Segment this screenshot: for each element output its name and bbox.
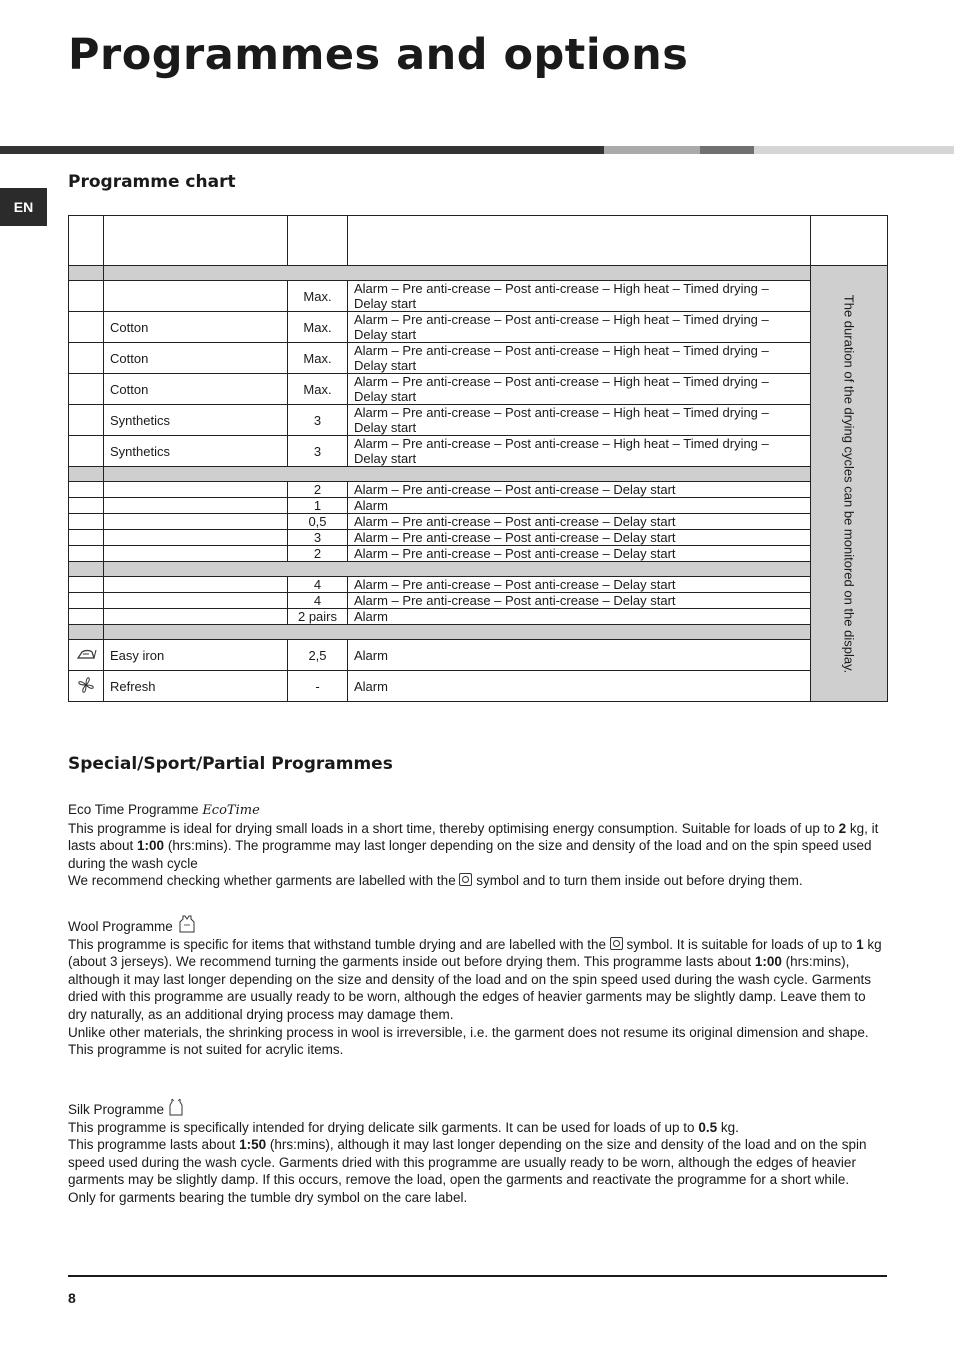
- header-bar-mid: [604, 146, 700, 154]
- refresh-fan-icon: [69, 671, 104, 702]
- silk-text: kg.: [717, 1119, 739, 1135]
- wool-title: [68, 914, 888, 936]
- chart-row: [69, 609, 888, 625]
- chart-row: [69, 405, 888, 436]
- row-icon-cell: [69, 436, 104, 467]
- special-programmes-heading: Special/Sport/Partial Programmes: [68, 754, 393, 774]
- max-load: Max.: [288, 312, 348, 343]
- chart-row: [69, 593, 888, 609]
- chart-row: [69, 671, 888, 702]
- section-cell-icon: [69, 625, 104, 640]
- silk-load: 0.5: [698, 1119, 718, 1135]
- eco-time-section: [68, 801, 888, 890]
- eco-time-paragraph-1: [68, 820, 888, 873]
- header-bar-light: [754, 146, 954, 154]
- wool-duration: 1:00: [754, 954, 782, 970]
- iron-icon: [69, 640, 104, 671]
- programme-name: [104, 546, 288, 562]
- duration-side-note: [811, 266, 888, 702]
- chart-row: [69, 482, 888, 498]
- row-icon-cell: [69, 577, 104, 593]
- row-icon-cell: [69, 374, 104, 405]
- programme-name: Cotton: [104, 312, 288, 343]
- eco-load: 2: [838, 820, 847, 836]
- wool-load: 1: [856, 936, 864, 952]
- section-cell-icon: [69, 467, 104, 482]
- row-icon-cell: [69, 405, 104, 436]
- header-cell-icon: [69, 216, 104, 266]
- page-title: Programmes and options: [68, 30, 689, 80]
- wool-section: [68, 914, 888, 1059]
- max-load: Max.: [288, 281, 348, 312]
- max-load: 4: [288, 593, 348, 609]
- row-icon-cell: [69, 593, 104, 609]
- eco-time-paragraph-2: [68, 872, 888, 890]
- header-cell-programme: [104, 216, 288, 266]
- available-options: Alarm – Pre anti-crease – Post anti-crease – High heat – Timed drying – Delay start: [348, 374, 811, 405]
- wool-text: kg (about 3 jerseys). We recommend turning the garments inside out before drying them. This programme lasts about: [68, 936, 882, 970]
- section-cell: [104, 625, 811, 640]
- max-load: 4: [288, 577, 348, 593]
- chart-row: [69, 546, 888, 562]
- chart-row: [69, 436, 888, 467]
- footer-rule: [68, 1275, 887, 1277]
- tumble-dry-icon: [610, 937, 623, 950]
- max-load: -: [288, 671, 348, 702]
- row-icon-cell: [69, 530, 104, 546]
- row-icon-cell: [69, 343, 104, 374]
- chart-section-row: [69, 467, 888, 482]
- eco-time-title-text: Eco Time Programme: [68, 802, 199, 817]
- silk-title: [68, 1097, 888, 1119]
- chart-row: [69, 514, 888, 530]
- row-icon-cell: [69, 482, 104, 498]
- eco-text: symbol and to turn them inside out before drying them.: [472, 873, 803, 889]
- chart-row: [69, 640, 888, 671]
- row-icon-cell: [69, 312, 104, 343]
- programme-name: [104, 593, 288, 609]
- chart-section-row: [69, 625, 888, 640]
- available-options: Alarm: [348, 609, 811, 625]
- header-cell-duration: [811, 216, 888, 266]
- section-cell-icon: [69, 266, 104, 281]
- programme-name: [104, 514, 288, 530]
- header-bar-dark-2: [700, 146, 754, 154]
- eco-text: We recommend checking whether garments are labelled with the: [68, 873, 460, 889]
- available-options: Alarm – Pre anti-crease – Post anti-crease – High heat – Timed drying – Delay start: [348, 343, 811, 374]
- silk-title-text: Silk Programme: [68, 1102, 165, 1117]
- chart-row: [69, 577, 888, 593]
- section-cell-icon: [69, 562, 104, 577]
- max-load: 2: [288, 482, 348, 498]
- eco-time-logo: EcoTime: [202, 803, 260, 818]
- max-load: 2 pairs: [288, 609, 348, 625]
- row-icon-cell: [69, 609, 104, 625]
- section-cell: [104, 562, 811, 577]
- eco-text: (hrs:mins). The programme may last longer depending on the size and density of the load and on the spin speed used during the wash cycle: [68, 838, 872, 871]
- chart-row: [69, 343, 888, 374]
- silk-garment-icon: [168, 1097, 184, 1117]
- row-icon-cell: [69, 514, 104, 530]
- silk-text: This programme lasts about: [68, 1137, 240, 1153]
- available-options: Alarm – Pre anti-crease – Post anti-crease – Delay start: [348, 514, 811, 530]
- silk-text: This programme is specifically intended for drying delicate silk garments. It can be used for loads of up to: [68, 1119, 699, 1135]
- max-load: 2,5: [288, 640, 348, 671]
- eco-duration: 1:00: [137, 838, 165, 854]
- programme-name: Cotton: [104, 343, 288, 374]
- chart-row: [69, 312, 888, 343]
- row-icon-cell: [69, 281, 104, 312]
- programme-name: [104, 530, 288, 546]
- available-options: Alarm – Pre anti-crease – Post anti-crease – Delay start: [348, 577, 811, 593]
- available-options: Alarm: [348, 671, 811, 702]
- programme-name: Easy iron: [104, 640, 288, 671]
- section-cell: [104, 266, 811, 281]
- chart-row: [69, 498, 888, 514]
- row-icon-cell: [69, 498, 104, 514]
- programme-chart-heading: Programme chart: [68, 172, 236, 192]
- silk-duration: 1:50: [239, 1137, 267, 1153]
- available-options: Alarm – Pre anti-crease – Post anti-crease – Delay start: [348, 482, 811, 498]
- available-options: Alarm – Pre anti-crease – Post anti-crease – High heat – Timed drying – Delay start: [348, 436, 811, 467]
- eco-text: This programme is ideal for drying small loads in a short time, thereby optimising energy consumption. Suitable for loads of up to: [68, 820, 839, 836]
- silk-text: (hrs:mins), although it may last longer depending on the size and density of the load and on the spin speed used during the wash cycle. Garments dried with this programme are usually ready to be worn, although the edges of heavier garments may be slightly damp. If this occurs, remove the load, open the garments and reactivate the programme for a short while.: [68, 1137, 867, 1188]
- max-load: Max.: [288, 343, 348, 374]
- available-options: Alarm – Pre anti-crease – Post anti-crease – Delay start: [348, 530, 811, 546]
- programme-name: [104, 281, 288, 312]
- available-options: Alarm: [348, 640, 811, 671]
- header-cell-options: [348, 216, 811, 266]
- wool-sweater-icon: [177, 914, 197, 934]
- max-load: 3: [288, 405, 348, 436]
- silk-paragraph-2: [68, 1136, 888, 1189]
- section-cell: [104, 467, 811, 482]
- wool-text: This programme is specific for items that withstand tumble drying and are labelled with the: [68, 936, 610, 952]
- programme-name: [104, 577, 288, 593]
- max-load: Max.: [288, 374, 348, 405]
- available-options: Alarm: [348, 498, 811, 514]
- available-options: Alarm – Pre anti-crease – Post anti-crease – High heat – Timed drying – Delay start: [348, 281, 811, 312]
- row-icon-cell: [69, 546, 104, 562]
- max-load: 3: [288, 530, 348, 546]
- programme-chart-table: [68, 215, 888, 702]
- available-options: Alarm – Pre anti-crease – Post anti-crease – High heat – Timed drying – Delay start: [348, 405, 811, 436]
- programme-name: Synthetics: [104, 405, 288, 436]
- silk-paragraph-3: Only for garments bearing the tumble dry symbol on the care label.: [68, 1189, 468, 1205]
- silk-section: [68, 1097, 888, 1207]
- duration-side-note-text: The duration of the drying cycles can be monitored on the display.: [841, 294, 857, 673]
- eco-time-title: [68, 801, 888, 820]
- max-load: 1: [288, 498, 348, 514]
- chart-header-row: [69, 216, 888, 266]
- available-options: Alarm – Pre anti-crease – Post anti-crease – Delay start: [348, 546, 811, 562]
- wool-text: symbol. It is suitable for loads of up to: [622, 936, 857, 952]
- eco-text: kg, it lasts about: [68, 820, 879, 854]
- chart-row: [69, 281, 888, 312]
- header-cell-load: [288, 216, 348, 266]
- chart-row: [69, 374, 888, 405]
- silk-paragraph-1: [68, 1119, 888, 1137]
- programme-name: Refresh: [104, 671, 288, 702]
- wool-paragraph-2: Unlike other materials, the shrinking process in wool is irreversible, i.e. the garment does not resume its original dimension and shape.: [68, 1024, 869, 1040]
- wool-paragraph-3: This programme is not suited for acrylic items.: [68, 1042, 344, 1058]
- max-load: 0,5: [288, 514, 348, 530]
- language-tab: EN: [0, 188, 47, 226]
- wool-title-text: Wool Programme: [68, 919, 173, 934]
- available-options: Alarm – Pre anti-crease – Post anti-crease – High heat – Timed drying – Delay start: [348, 312, 811, 343]
- max-load: 2: [288, 546, 348, 562]
- chart-section-row: [69, 562, 888, 577]
- tumble-dry-icon: [459, 873, 472, 886]
- chart-section-row: [69, 266, 888, 281]
- available-options: Alarm – Pre anti-crease – Post anti-crease – Delay start: [348, 593, 811, 609]
- programme-name: [104, 482, 288, 498]
- wool-text: (hrs:mins), although it may last longer depending on the size and density of the load and on the spin speed used during the wash cycle. Garments dried with this programme are usually ready to be worn, although the edges of heavier garments may be slightly damp. Leave them to dry naturally, as an additional drying process may damage them.: [68, 954, 872, 1022]
- page-number: 8: [68, 1290, 76, 1306]
- wool-paragraph-1: [68, 936, 888, 1024]
- chart-row: [69, 530, 888, 546]
- programme-name: [104, 498, 288, 514]
- max-load: 3: [288, 436, 348, 467]
- programme-name: Cotton: [104, 374, 288, 405]
- programme-name: [104, 609, 288, 625]
- programme-name: Synthetics: [104, 436, 288, 467]
- header-bar-dark: [0, 146, 604, 154]
